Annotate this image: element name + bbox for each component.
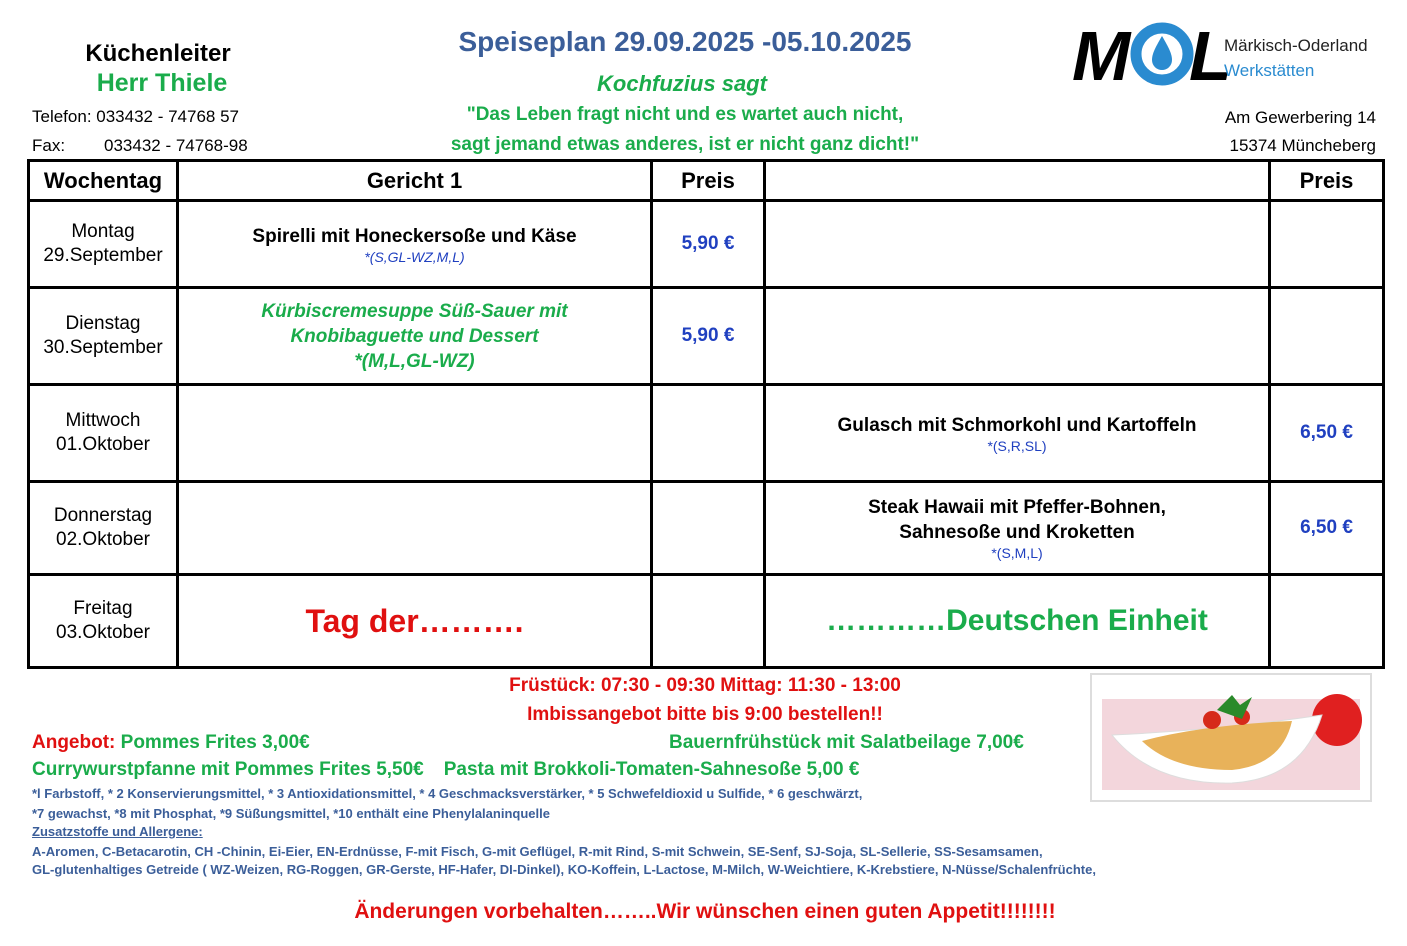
- price-1-cell: [652, 482, 765, 575]
- motto-line-1: "Das Leben fragt nicht und es wartet auch nicht,: [466, 104, 904, 125]
- logo-drop: [1152, 36, 1172, 70]
- day-date: 01.Oktober: [56, 434, 150, 455]
- day-cell: [29, 482, 178, 575]
- dish-2-cell: [765, 482, 1270, 575]
- pasta-photo: [1090, 673, 1372, 802]
- day-cell: [29, 288, 178, 385]
- dish-name-line-2: Sahnesoße und Kroketten: [899, 522, 1135, 543]
- logo-text-line-1: Märkisch-Oderland: [1224, 36, 1368, 55]
- holiday-text-left: Tag der……….: [178, 575, 652, 668]
- table-row: [29, 201, 1384, 288]
- closing-message: Änderungen vorbehalten……..Wir wünschen einen guten Appetit!!!!!!!!: [354, 900, 1056, 923]
- kitchen-manager-role: Küchenleiter: [85, 40, 231, 67]
- dish-1-cell: [178, 288, 652, 385]
- column-header-dish-2: [765, 161, 1270, 201]
- opening-hours: Früstück: 07:30 - 09:30 Mittag: 11:30 - 13:00: [509, 675, 901, 696]
- fax-value: 033432 - 74768-98: [104, 136, 248, 155]
- dish-allergens: *(S,M,L): [991, 545, 1043, 561]
- day-name: Dienstag: [65, 313, 141, 334]
- photo-tomato-piece: [1203, 711, 1221, 729]
- dish-name: Spirelli mit Honeckersoße und Käse: [252, 225, 577, 247]
- price-1-cell: 5,90 €: [652, 201, 765, 288]
- allergens-list-1: A-Aromen, C-Betacarotin, CH -Chinin, Ei-Eier, EN-Erdnüsse, F-mit Fisch, G-mit Geflügel, R-mit Rind, S-mit Schwein, SE-Senf, SJ-Soja, SL-Sellerie, SS-Sesamsamen,: [32, 844, 1043, 859]
- dish-name: Gulasch mit Schmorkohl und Kartoffeln: [837, 414, 1197, 436]
- table-row: [29, 575, 1384, 668]
- offer-item: Pasta mit Brokkoli-Tomaten-Sahnesoße 5,00 €: [443, 759, 860, 780]
- day-name: Freitag: [73, 598, 133, 619]
- offer-line-2: [32, 759, 859, 781]
- day-name: Donnerstag: [53, 505, 153, 526]
- kitchen-manager-name: Herr Thiele: [96, 69, 228, 97]
- page-title: Speiseplan 29.09.2025 -05.10.2025: [458, 26, 912, 57]
- table-row: [29, 482, 1384, 575]
- fax-label: Fax:: [32, 136, 66, 155]
- dish-2-cell: [765, 201, 1270, 288]
- dish-2-cell: [765, 385, 1270, 482]
- order-notice: Imbissangebot bitte bis 9:00 bestellen!!: [527, 704, 883, 725]
- dish-1-cell: [178, 385, 652, 482]
- price-2-cell: 6,50 €: [1270, 482, 1384, 575]
- allergens-list-2: GL-glutenhaltiges Getreide ( WZ-Weizen, RG-Roggen, GR-Gerste, HF-Hafer, DI-Dinkel), KO-Koffein, L-Lactose, M-Milch, W-Weichtiere, K-Krebstiere, N-Nüsse/Schalenfrüchte,: [32, 862, 1096, 877]
- table-row: [29, 385, 1384, 482]
- day-date: 29.September: [43, 245, 163, 266]
- price-2-cell: [1270, 288, 1384, 385]
- offer-line-1: [32, 732, 310, 754]
- day-date: 30.September: [43, 337, 163, 358]
- additives-note-2: *7 gewachst, *8 mit Phosphat, *9 Süßungsmittel, *10 enthält eine Phenylalaninquelle: [32, 806, 550, 821]
- column-header-price-2: Preis: [1270, 161, 1384, 201]
- dish-allergens: *(M,L,GL-WZ): [354, 350, 475, 372]
- dish-1-cell: [178, 482, 652, 575]
- table-header-row: [29, 161, 1384, 201]
- motto-line-2: sagt jemand etwas anderes, ist er nicht ganz dicht!": [450, 134, 920, 155]
- table-row: [29, 288, 1384, 385]
- menu-table: [27, 159, 1385, 669]
- dish-allergens: *(S,R,SL): [987, 437, 1047, 454]
- fax-number: [32, 136, 248, 156]
- address-street: Am Gewerbering 14: [1224, 108, 1376, 127]
- logo-text-line-2: Werkstätten: [1224, 61, 1315, 80]
- day-cell: [29, 385, 178, 482]
- offer-item: Currywurstpfanne mit Pommes Frites 5,50€: [32, 759, 424, 780]
- price-1-cell: 5,90 €: [652, 288, 765, 385]
- offer-item-2: Bauernfrühstück mit Salatbeilage 7,00€: [669, 732, 1024, 753]
- day-cell: [29, 201, 178, 288]
- price-1-cell: [652, 385, 765, 482]
- motto-title: Kochfuzius sagt: [597, 71, 767, 96]
- price-1-cell: [652, 575, 765, 668]
- dish-name-line-1: Steak Hawaii mit Pfeffer-Bohnen,: [868, 497, 1166, 518]
- dish-name-line-2: Knobibaguette und Dessert: [290, 325, 539, 347]
- day-name: Montag: [71, 221, 135, 242]
- dish-allergens: *(S,GL-WZ,M,L): [364, 248, 465, 265]
- column-header-dish-1: Gericht 1: [178, 161, 652, 201]
- column-header-price-1: Preis: [652, 161, 765, 201]
- holiday-text-right: …………Deutschen Einheit: [765, 575, 1270, 668]
- day-date: 03.Oktober: [56, 622, 150, 643]
- day-name: Mittwoch: [65, 410, 141, 431]
- price-2-cell: [1270, 575, 1384, 668]
- dish-1-cell: [178, 201, 652, 288]
- day-cell: [29, 575, 178, 668]
- price-2-cell: [1270, 201, 1384, 288]
- column-header-weekday: Wochentag: [29, 161, 178, 201]
- price-2-cell: 6,50 €: [1270, 385, 1384, 482]
- additives-note-1: *l Farbstoff, * 2 Konservierungsmittel, * 3 Antioxidationsmittel, * 4 Geschmacksverstärker, * 5 Schwefeldioxid u Sulfide, * 6 geschwärzt,: [32, 786, 863, 801]
- logo-letter-m: M: [1072, 18, 1131, 88]
- address-city: 15374 Müncheberg: [1229, 136, 1376, 155]
- offer-item: Pommes Frites 3,00€: [120, 732, 310, 753]
- offer-label: Angebot:: [32, 732, 116, 753]
- dish-name-line-1: Kürbiscremesuppe Süß-Sauer mit: [261, 300, 568, 322]
- day-date: 02.Oktober: [56, 529, 150, 550]
- logo-letter-l: L: [1189, 18, 1232, 88]
- phone-number: Telefon: 033432 - 74768 57: [32, 107, 240, 126]
- dish-2-cell: [765, 288, 1270, 385]
- allergens-heading: Zusatzstoffe und Allergene:: [32, 824, 203, 839]
